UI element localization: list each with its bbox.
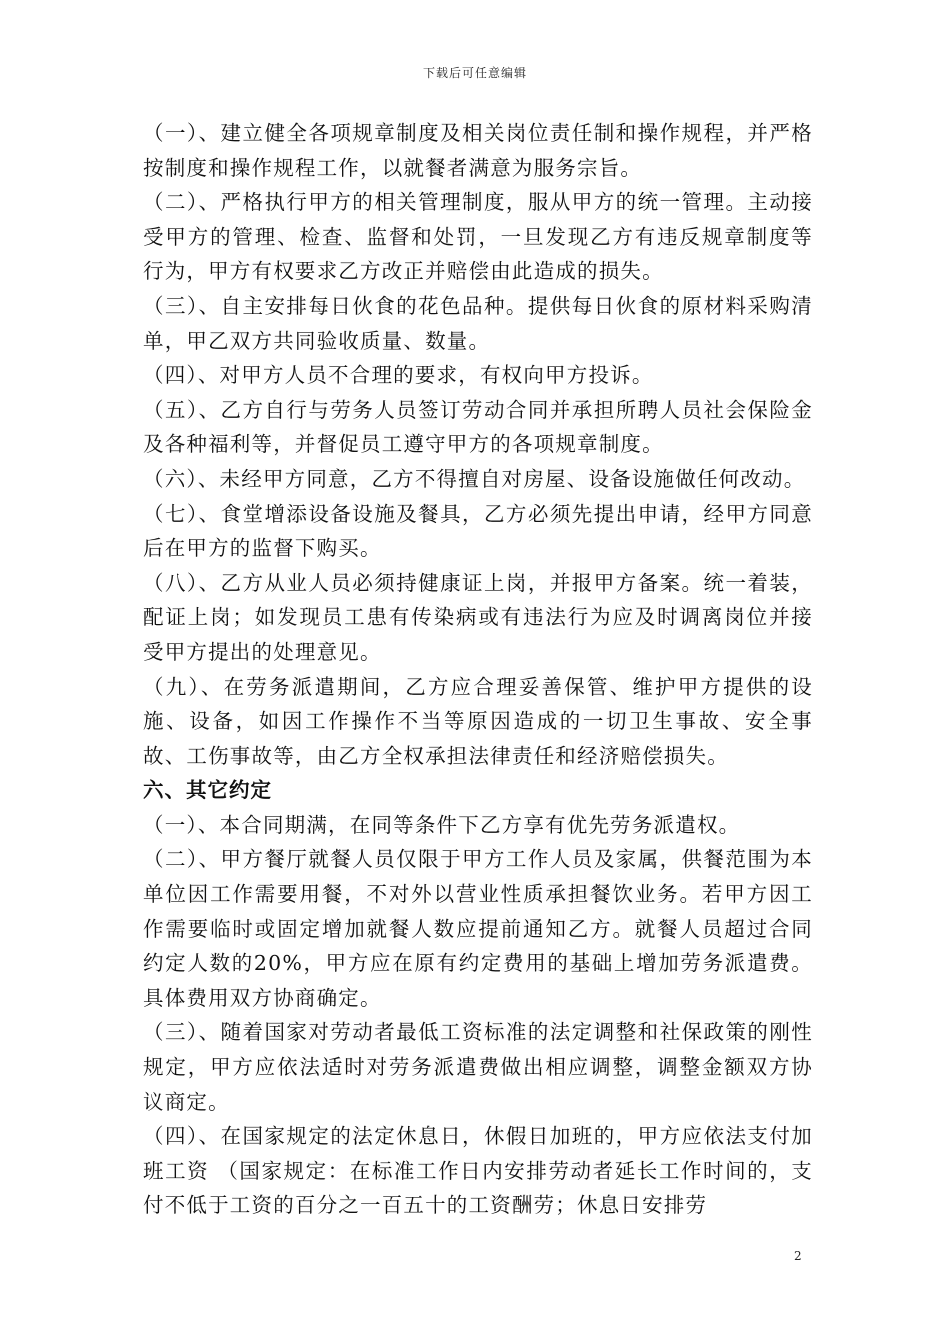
clause-5-1: （一）、建立健全各项规章制度及相关岗位责任制和操作规程，并严格按制度和操作规程工作，以就餐者满意为服务宗旨。: [143, 121, 813, 180]
document-body: [143, 116, 813, 1223]
clause-6-2: （二）、甲方餐厅就餐人员仅限于甲方工作人员及家属，供餐范围为本单位因工作需要用餐，不对外以营业性质承担餐饮业务。若甲方因工作需要临时或固定增加就餐人数应提前通知乙方。就餐人员超过合同约定人数的20%，甲方应在原有约定费用的基础上增加劳务派遣费。具体费用双方协商确定。: [143, 847, 813, 1010]
clause-5-8: （八）、乙方从业人员必须持健康证上岗，并报甲方备案。统一着装，配证上岗；如发现员工患有传染病或有违法行为应及时调离岗位并接受甲方提出的处理意见。: [143, 570, 813, 664]
section-heading-6: 六、其它约定: [143, 778, 272, 803]
clause-5-9: （九）、在劳务派遣期间，乙方应合理妥善保管、维护甲方提供的设施、设备，如因工作操作不当等原因造成的一切卫生事故、安全事故、工伤事故等，由乙方全权承担法律责任和经济赔偿损失。: [143, 674, 813, 768]
clause-6-4: （四）、在国家规定的法定休息日，休假日加班的，甲方应依法支付加班工资 （国家规定：在标准工作日内安排劳动者延长工作时间的，支付不低于工资的百分之一百五十的工资酬劳；休息日安排劳: [143, 1124, 813, 1218]
clause-5-7: （七）、食堂增添设备设施及餐具，乙方必须先提出申请，经甲方同意后在甲方的监督下购买。: [143, 501, 813, 561]
clause-5-4: （四）、对甲方人员不合理的要求，有权向甲方投诉。: [143, 363, 654, 388]
clause-6-1: （一）、本合同期满，在同等条件下乙方享有优先劳务派遣权。: [143, 812, 741, 837]
clause-5-5: （五）、乙方自行与劳务人员签订劳动合同并承担所聘人员社会保险金及各种福利等，并督促员工遵守甲方的各项规章制度。: [143, 397, 813, 457]
page-header: 下载后可任意编辑: [422, 66, 527, 80]
clause-5-6: （六）、未经甲方同意，乙方不得擅自对房屋、设备设施做任何改动。: [143, 466, 806, 491]
clause-6-3: （三）、随着国家对劳动者最低工资标准的法定调整和社保政策的刚性规定，甲方应依法适时对劳务派遣费做出相应调整，调整金额双方协议商定。: [143, 1020, 813, 1114]
page-number: 2: [794, 1249, 802, 1263]
clause-5-3: （三）、自主安排每日伙食的花色品种。提供每日伙食的原材料采购清单，甲乙双方共同验收质量、数量。: [143, 293, 813, 353]
clause-5-2: （二）、严格执行甲方的相关管理制度，服从甲方的统一管理。主动接受甲方的管理、检查、监督和处罚，一旦发现乙方有违反规章制度等行为，甲方有权要求乙方改正并赔偿由此造成的损失。: [143, 190, 813, 284]
